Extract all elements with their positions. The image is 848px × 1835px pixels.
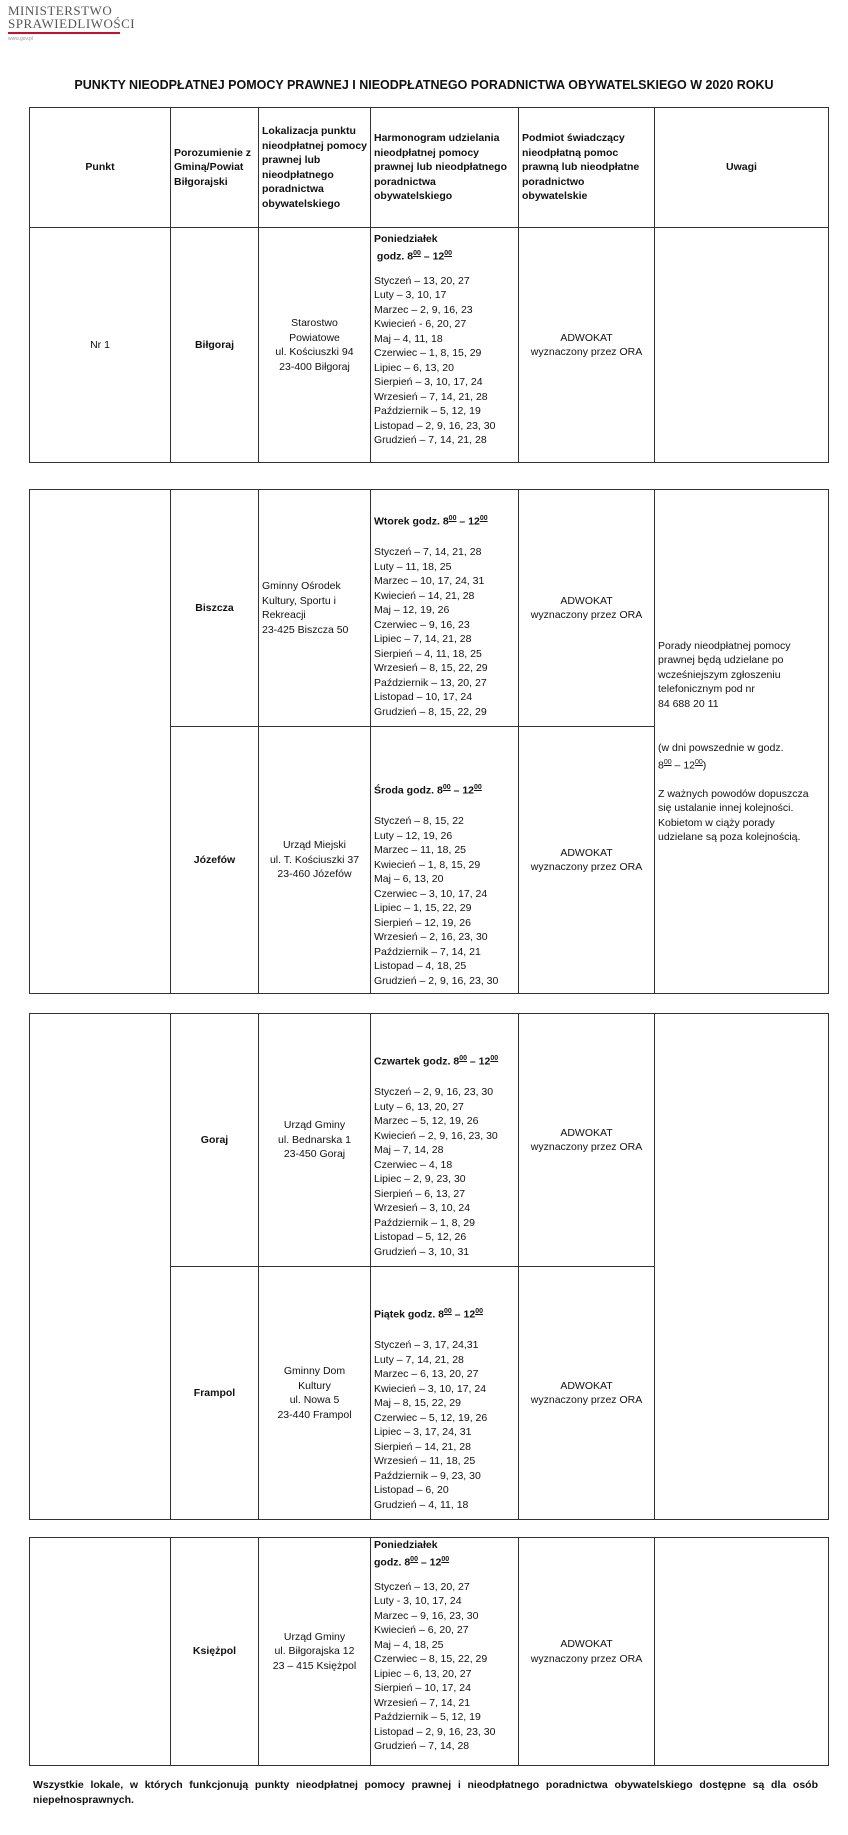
location-line: 23-400 Biłgoraj: [279, 360, 350, 373]
provider-cell: [519, 490, 655, 727]
schedule-cell: [371, 727, 519, 994]
month-dates: Listopad – 4, 18, 25: [374, 960, 467, 972]
punkt-number: Nr 1: [30, 228, 171, 463]
provider-title: ADWOKAT: [560, 594, 613, 607]
month-dates: Kwiecień – 3, 10, 17, 24: [374, 1382, 487, 1395]
schedule-header: [374, 1538, 515, 1570]
month-dates: Marzec – 5, 12, 19, 26: [374, 1115, 479, 1127]
provider-cell: [519, 1014, 655, 1267]
provider-note: wyznaczony przez ORA: [530, 609, 643, 621]
table-row-biszcza: [30, 490, 829, 727]
month-dates: Listopad – 5, 12, 26: [374, 1231, 467, 1243]
location-line: 23 – 415 Księżpol: [272, 1659, 357, 1672]
location-line: ul. Nowa 5: [289, 1394, 340, 1406]
month-dates: Sierpień – 3, 10, 17, 24: [374, 376, 483, 388]
location-line: ul. T. Kościuszki 37: [269, 853, 360, 866]
month-dates: Lipiec – 6, 13, 20: [374, 361, 454, 374]
table-header-row: [30, 108, 829, 228]
punkt-cell-empty: [30, 490, 171, 994]
location-line: Urząd Gminy: [283, 1630, 346, 1643]
location-line: Gminny Ośrodek: [262, 580, 341, 592]
gmina-name: Biszcza: [171, 490, 259, 727]
notes-line: Z ważnych powodów dopuszcza: [658, 787, 809, 800]
schedule-cell: [371, 490, 519, 727]
location-line: Kultury, Sportu i: [262, 594, 336, 607]
notes-cell-empty: [655, 228, 829, 463]
gmina-name: Goraj: [171, 1014, 259, 1267]
month-dates: Grudzień – 3, 10, 31: [374, 1245, 470, 1258]
logo-line-2: SPRAWIEDLIWOŚCI: [8, 16, 136, 31]
month-dates: Październik – 5, 12, 19: [374, 1711, 481, 1723]
location-cell: [259, 1267, 371, 1520]
header-punkt: Punkt: [30, 108, 171, 228]
provider-note: wyznaczony przez ORA: [530, 1394, 643, 1406]
notes-line: się ustalanie innej kolejności.: [658, 802, 794, 814]
month-dates: Luty – 6, 13, 20, 27: [374, 1100, 464, 1113]
location-line: Powiatowe: [289, 331, 340, 344]
location-line: Urząd Gminy: [283, 1119, 346, 1132]
provider-note: wyznaczony przez ORA: [530, 346, 643, 358]
schedule-cell: [371, 228, 519, 463]
month-dates: Czerwiec – 1, 8, 15, 29: [374, 347, 482, 359]
month-dates: Lipiec – 2, 9, 23, 30: [374, 1173, 466, 1185]
month-dates: Listopad – 6, 20: [374, 1484, 449, 1496]
month-dates: Sierpień – 10, 17, 24: [374, 1682, 471, 1694]
month-dates: Kwiecień – 14, 21, 28: [374, 589, 475, 602]
location-line: Starostwo: [291, 317, 338, 329]
month-dates: Czerwiec – 9, 16, 23: [374, 618, 470, 631]
gmina-name: Biłgoraj: [171, 228, 259, 463]
table-row-bilgoraj: [30, 228, 829, 463]
month-list: [374, 274, 515, 448]
schedule-header: Piątek godz. $8^{00} - 12^{00}$: [374, 1308, 483, 1321]
month-dates: Sierpień – 6, 13, 27: [374, 1187, 466, 1200]
month-dates: Maj – 4, 18, 25: [374, 1638, 444, 1651]
month-dates: Styczeń – 7, 14, 21, 28: [374, 546, 482, 558]
header-lokalizacja: Lokalizacja punktu nieodpłatnej pomocy prawnej lub nieodpłatnego poradnictwa obywatelskiego: [259, 108, 371, 228]
header-uwagi: Uwagi: [655, 108, 829, 228]
notes-line: Porady nieodpłatnej pomocy: [658, 639, 791, 652]
schedule-table-4: [29, 1537, 829, 1766]
provider-cell: [519, 1267, 655, 1520]
schedule-hours: godz. $8^{00} - 12^{00}$: [376, 249, 453, 262]
location-cell: [259, 727, 371, 994]
month-dates: Lipiec – 6, 13, 20, 27: [374, 1667, 472, 1680]
provider-note: wyznaczony przez ORA: [530, 1141, 643, 1153]
gmina-name: Frampol: [171, 1267, 259, 1520]
schedule-hours: godz. $8^{00} - 12^{00}$: [374, 1555, 450, 1568]
month-dates: Marzec – 6, 13, 20, 27: [374, 1368, 479, 1380]
month-dates: Sierpień – 14, 21, 28: [374, 1440, 471, 1453]
month-dates: Wrzesień – 3, 10, 24: [374, 1202, 471, 1214]
logo-line-1: MINISTERSTWO: [8, 3, 113, 18]
month-dates: Wrzesień – 2, 16, 23, 30: [374, 931, 488, 943]
page-title: PUNKTY NIEODPŁATNEJ POMOCY PRAWNEJ I NIEODPŁATNEGO PORADNICTWA OBYWATELSKIEGO W 2020 ROKU: [74, 78, 774, 92]
notes-line: udzielane są poza kolejnością.: [658, 831, 801, 843]
provider-title: ADWOKAT: [560, 1126, 613, 1139]
month-dates: Październik – 13, 20, 27: [374, 676, 487, 689]
punkt-cell-empty: [30, 1538, 171, 1766]
schedule-table-2: [29, 489, 829, 994]
month-list: [374, 1338, 515, 1512]
schedule-cell: [371, 1267, 519, 1520]
location-line: Rekreacji: [262, 609, 306, 621]
month-dates: Marzec – 10, 17, 24, 31: [374, 575, 485, 587]
month-dates: Kwiecień – 1, 8, 15, 29: [374, 858, 481, 871]
location-line: 23-450 Goraj: [283, 1148, 346, 1161]
location-cell: [259, 1014, 371, 1267]
month-dates: Grudzień – 7, 14, 21, 28: [374, 434, 487, 446]
month-dates: Październik – 9, 23, 30: [374, 1469, 481, 1482]
location-line: ul. Kościuszki 94: [275, 346, 354, 358]
schedule-header: Środa godz. $8^{00} - 12^{00}$: [374, 784, 482, 797]
month-dates: Kwiecień – 2, 9, 16, 23, 30: [374, 1129, 498, 1142]
location-line: Urząd Miejski: [282, 839, 346, 852]
month-dates: Wrzesień – 8, 15, 22, 29: [374, 662, 488, 674]
month-dates: Czerwiec – 5, 12, 19, 26: [374, 1411, 488, 1424]
notes-line: wcześniejszym zgłoszeniu: [658, 668, 781, 681]
schedule-header: Czwartek godz. $8^{00} - 12^{00}$: [374, 1055, 499, 1068]
month-dates: Grudzień – 4, 11, 18: [374, 1498, 469, 1511]
month-dates: Wrzesień – 7, 14, 21: [374, 1696, 471, 1709]
month-dates: Maj – 6, 13, 20: [374, 873, 444, 885]
month-dates: Maj – 7, 14, 28: [374, 1144, 444, 1156]
schedule-day: Poniedziałek: [374, 233, 438, 245]
month-dates: Marzec – 11, 18, 25: [374, 844, 467, 856]
schedule-table-1: [29, 107, 829, 463]
month-dates: Sierpień – 12, 19, 26: [374, 916, 471, 929]
month-dates: Kwiecień - 6, 20, 27: [374, 318, 467, 330]
logo-red-bar: [8, 32, 120, 34]
month-dates: Grudzień – 8, 15, 22, 29: [374, 705, 487, 718]
schedule-cell: [371, 1538, 519, 1766]
month-dates: Styczeń – 3, 17, 24,31: [374, 1339, 479, 1351]
provider-cell: [519, 727, 655, 994]
month-dates: Luty – 11, 18, 25: [374, 560, 452, 573]
month-dates: Czerwiec – 3, 10, 17, 24: [374, 887, 488, 900]
month-dates: Marzec – 2, 9, 16, 23: [374, 303, 473, 316]
schedule-header: Wtorek godz. $8^{00} - 12^{00}$: [374, 515, 488, 528]
gmina-name: Księżpol: [171, 1538, 259, 1766]
schedule-cell: [371, 1014, 519, 1267]
month-dates: Październik – 7, 14, 21: [374, 945, 481, 958]
provider-cell: [519, 228, 655, 463]
notes-line: Kobietom w ciąży porady: [658, 816, 775, 829]
month-dates: Sierpień – 4, 11, 18, 25: [374, 647, 482, 660]
provider-title: ADWOKAT: [560, 331, 613, 344]
provider-title: ADWOKAT: [560, 1379, 613, 1392]
month-list: [374, 814, 515, 988]
notes-line: (w dni powszednie w godz.: [658, 742, 784, 754]
location-line: Kultury: [298, 1379, 331, 1392]
month-dates: Luty – 7, 14, 21, 28: [374, 1353, 464, 1366]
month-dates: Maj – 12, 19, 26: [374, 604, 450, 616]
month-dates: Lipiec – 3, 17, 24, 31: [374, 1426, 472, 1438]
month-list: [374, 545, 515, 719]
month-dates: Październik – 5, 12, 19: [374, 405, 481, 417]
month-dates: Wrzesień – 11, 18, 25: [374, 1455, 476, 1467]
table-row-ksiezpol: [30, 1538, 829, 1766]
provider-title: ADWOKAT: [560, 1638, 613, 1650]
month-dates: Luty – 3, 10, 17: [374, 289, 447, 301]
month-dates: Lipiec – 1, 15, 22, 29: [374, 902, 472, 914]
notes-line: prawnej będą udzielane po: [658, 654, 784, 666]
provider-cell: [519, 1538, 655, 1766]
month-list: [374, 1580, 515, 1754]
provider-note: wyznaczony przez ORA: [530, 1652, 643, 1665]
month-dates: Maj – 4, 11, 18: [374, 332, 443, 345]
month-dates: Marzec – 9, 16, 23, 30: [374, 1609, 479, 1622]
notes-hours: $8^{00} - 12^{00}$): [658, 758, 707, 771]
month-dates: Listopad – 2, 9, 16, 23, 30: [374, 1725, 496, 1738]
location-line: ul. Biłgorajska 12: [274, 1645, 355, 1658]
logo-url: www.gov.pl: [8, 36, 33, 42]
location-line: ul. Bednarska 1: [278, 1133, 351, 1146]
notes-phone: 84 688 20 11: [658, 697, 719, 710]
header-podmiot: Podmiot świadczący nieodpłatną pomoc prawną lub nieodpłatne poradnictwo obywatelskie: [519, 108, 655, 228]
notes-cell-empty: [655, 1538, 829, 1766]
accessibility-note: Wszystkie lokale, w których funkcjonują punkty nieodpłatnej pomocy prawnej i nieodpłatnego poradnictwa obywatelskiego dostępne są dla osób niepełnosprawnych.: [33, 1779, 818, 1806]
notes-cell: [655, 490, 829, 994]
schedule-header: [374, 232, 515, 264]
month-dates: Czerwiec – 4, 18: [374, 1158, 453, 1171]
month-dates: Luty - 3, 10, 17, 24: [374, 1595, 462, 1607]
month-dates: Listopad – 10, 17, 24: [374, 691, 473, 703]
location-line: 23-425 Biszcza 50: [262, 623, 349, 636]
notes-cell-empty: [655, 1014, 829, 1520]
month-dates: Kwiecień – 6, 20, 27: [374, 1624, 469, 1636]
month-dates: Listopad – 2, 9, 16, 23, 30: [374, 419, 496, 432]
location-line: 23-460 Józefów: [277, 868, 352, 881]
location-cell: [259, 1538, 371, 1766]
location-line: 23-440 Frampol: [277, 1408, 352, 1421]
provider-note: wyznaczony przez ORA: [530, 861, 643, 873]
month-dates: Grudzień – 2, 9, 16, 23, 30: [374, 974, 499, 987]
month-list: [374, 1085, 515, 1259]
month-dates: Czerwiec – 8, 15, 22, 29: [374, 1653, 488, 1665]
month-dates: Luty – 12, 19, 26: [374, 829, 453, 842]
provider-title: ADWOKAT: [560, 846, 613, 859]
notes-line: telefonicznym pod nr: [658, 683, 755, 695]
month-dates: Styczeń – 8, 15, 22: [374, 815, 464, 827]
location-cell: [259, 228, 371, 463]
month-dates: Wrzesień – 7, 14, 21, 28: [374, 390, 488, 403]
month-dates: Maj – 8, 15, 22, 29: [374, 1397, 461, 1409]
location-cell: [259, 490, 371, 727]
header-harmonogram: Harmonogram udzielania nieodpłatnej pomocy prawnej lub nieodpłatnego poradnictwa obywatelskiego: [371, 108, 519, 228]
location-line: Gminny Dom: [283, 1365, 346, 1377]
header-porozumienie: Porozumienie z Gminą/Powiat Biłgorajski: [171, 108, 259, 228]
month-dates: Styczeń – 13, 20, 27: [374, 1580, 470, 1593]
gmina-name: Józefów: [171, 727, 259, 994]
month-dates: Październik – 1, 8, 29: [374, 1216, 475, 1229]
month-dates: Styczeń – 13, 20, 27: [374, 274, 470, 287]
punkt-cell-empty: [30, 1014, 171, 1520]
ministry-logo: [8, 3, 136, 44]
month-dates: Lipiec – 7, 14, 21, 28: [374, 633, 472, 645]
schedule-day: Poniedziałek: [374, 1539, 438, 1551]
table-row-goraj: [30, 1014, 829, 1267]
month-dates: Styczeń – 2, 9, 16, 23, 30: [374, 1086, 494, 1098]
month-dates: Grudzień – 7, 14, 28: [374, 1740, 470, 1752]
schedule-table-3: [29, 1013, 829, 1520]
